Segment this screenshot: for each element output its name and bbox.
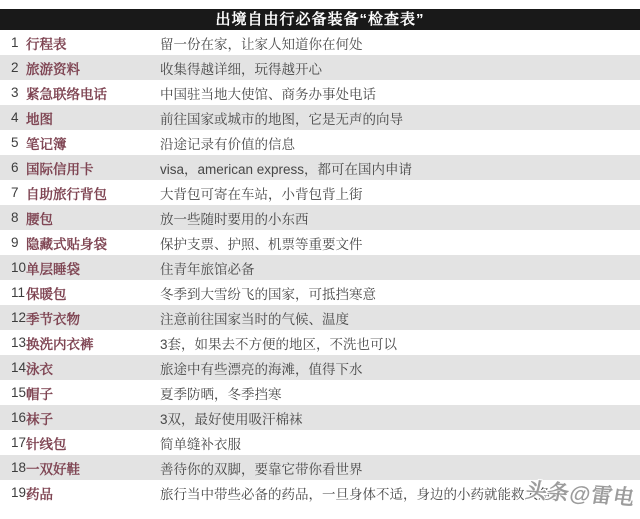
item-name: 旅游资料 [26, 61, 80, 77]
row-number: 18 [11, 460, 27, 475]
item-description: 旅行当中带些必备的药品，一旦身体不适，身边的小药就能救大急 [160, 486, 552, 502]
table-row [0, 480, 640, 505]
item-name: 紧急联络电话 [26, 86, 107, 102]
row-number: 19 [11, 485, 27, 500]
item-description: 3套，如果去不方便的地区，不洗也可以 [160, 336, 398, 352]
item-description: 旅途中有些漂亮的海滩，值得下水 [160, 361, 363, 377]
item-description: 保护支票、护照、机票等重要文件 [160, 236, 363, 252]
watermark: 头条@雷电 [523, 479, 637, 510]
item-description: 留一份在家，让家人知道你在何处 [160, 36, 363, 52]
item-name: 一双好鞋 [26, 461, 81, 477]
row-number: 11 [11, 285, 26, 300]
item-description: 简单缝补衣服 [160, 436, 242, 452]
item-name: 腰包 [26, 211, 53, 227]
item-name: 地图 [26, 111, 53, 127]
item-name: 换洗内衣裤 [26, 336, 94, 352]
table-row [0, 230, 640, 255]
row-number: 2 [11, 60, 19, 75]
table-body [0, 30, 640, 505]
row-number: 3 [11, 85, 19, 100]
item-name: 季节衣物 [26, 311, 81, 327]
item-description: 大背包可寄在车站，小背包背上街 [160, 186, 363, 202]
item-description: 放一些随时要用的小东西 [160, 211, 309, 227]
table-row [0, 130, 640, 155]
item-name: 药品 [26, 486, 54, 502]
item-description: 3双，最好使用吸汗棉袜 [160, 411, 303, 427]
table-row [0, 280, 640, 305]
row-number: 8 [11, 210, 19, 225]
row-number: 4 [11, 110, 19, 125]
table-row [0, 180, 640, 205]
row-number: 17 [11, 435, 27, 450]
item-description: visa，american express，都可在国内申请 [160, 161, 413, 177]
table-title: 出境自由行必备装备“检查表” [215, 11, 425, 28]
row-number: 6 [11, 160, 19, 175]
table-row [0, 105, 640, 130]
item-name: 泳衣 [26, 361, 54, 377]
item-name: 笔记簿 [26, 136, 67, 152]
item-description: 住青年旅馆必备 [160, 261, 255, 277]
item-name: 帽子 [26, 386, 54, 402]
table-row [0, 455, 640, 480]
item-description: 善待你的双脚，要靠它带你看世界 [160, 461, 363, 477]
item-description: 冬季到大雪纷飞的国家，可抵挡寒意 [160, 286, 376, 302]
item-name: 袜子 [26, 411, 54, 427]
item-name: 针线包 [26, 436, 67, 452]
table-row [0, 80, 640, 105]
table-row [0, 155, 640, 180]
row-number: 5 [11, 135, 19, 150]
travel-checklist-page [0, 9, 640, 519]
item-name: 自助旅行背包 [26, 186, 107, 202]
table-header [0, 9, 640, 30]
item-description: 中国驻当地大使馆、商务办事处电话 [160, 86, 376, 102]
table-row [0, 405, 640, 430]
table-row [0, 430, 640, 455]
item-description: 注意前往国家当时的气候、温度 [160, 311, 350, 327]
row-number: 15 [11, 385, 27, 400]
item-name: 行程表 [26, 36, 67, 52]
row-number: 14 [11, 360, 27, 375]
table-row [0, 55, 640, 80]
item-name: 单层睡袋 [26, 261, 81, 277]
item-description: 前往国家或城市的地图，它是无声的向导 [160, 111, 403, 127]
row-number: 16 [11, 410, 27, 425]
table-row [0, 30, 640, 55]
table-row [0, 305, 640, 330]
row-number: 9 [11, 235, 19, 250]
row-number: 13 [11, 335, 27, 350]
item-description: 夏季防晒，冬季挡寒 [160, 386, 282, 402]
table-row [0, 205, 640, 230]
item-name: 国际信用卡 [26, 161, 94, 177]
table-row [0, 330, 640, 355]
table-row [0, 355, 640, 380]
row-number: 7 [11, 185, 19, 200]
item-name: 隐藏式贴身袋 [26, 236, 107, 252]
table-row [0, 255, 640, 280]
item-description: 沿途记录有价值的信息 [160, 136, 295, 152]
row-number: 1 [11, 35, 19, 50]
item-description: 收集得越详细，玩得越开心 [160, 61, 322, 77]
row-number: 12 [11, 310, 27, 325]
table-row [0, 380, 640, 405]
item-name: 保暖包 [26, 286, 67, 302]
row-number: 10 [11, 260, 27, 275]
